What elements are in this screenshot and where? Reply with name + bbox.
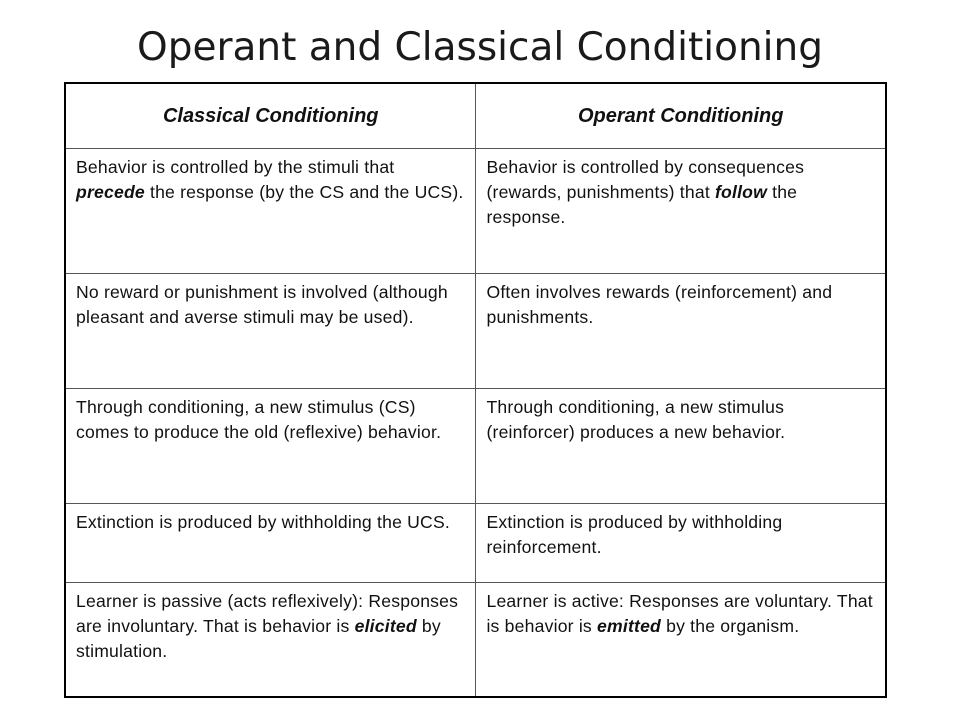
table-row	[65, 149, 886, 274]
table-row	[65, 504, 886, 583]
cell-operant: Through conditioning, a new stimulus (reinforcer) produces a new behavior.	[476, 389, 886, 504]
cell-classical: Behavior is controlled by the stimuli that precede the response (by the CS and the UCS).	[65, 149, 476, 274]
cell-operant: Learner is active: Responses are voluntary. That is behavior is emitted by the organism.	[476, 583, 886, 698]
cell-classical: Through conditioning, a new stimulus (CS) comes to produce the old (reflexive) behavior.	[65, 389, 476, 504]
table-row	[65, 274, 886, 389]
cell-classical: Extinction is produced by withholding the UCS.	[65, 504, 476, 583]
cell-classical: No reward or punishment is involved (although pleasant and averse stimuli may be used).	[65, 274, 476, 389]
cell-operant: Behavior is controlled by consequences (rewards, punishments) that follow the response.	[476, 149, 886, 274]
header-classical: Classical Conditioning	[65, 83, 476, 149]
table-row	[65, 389, 886, 504]
cell-operant: Often involves rewards (reinforcement) and punishments.	[476, 274, 886, 389]
cell-classical: Learner is passive (acts reflexively): Responses are involuntary. That is behavior is elicited by stimulation.	[65, 583, 476, 698]
slide-title: Operant and Classical Conditioning	[137, 25, 823, 70]
table-row	[65, 583, 886, 698]
comparison-table	[64, 82, 887, 698]
table-header-row	[65, 83, 886, 149]
header-operant: Operant Conditioning	[476, 83, 886, 149]
cell-operant: Extinction is produced by withholding reinforcement.	[476, 504, 886, 583]
